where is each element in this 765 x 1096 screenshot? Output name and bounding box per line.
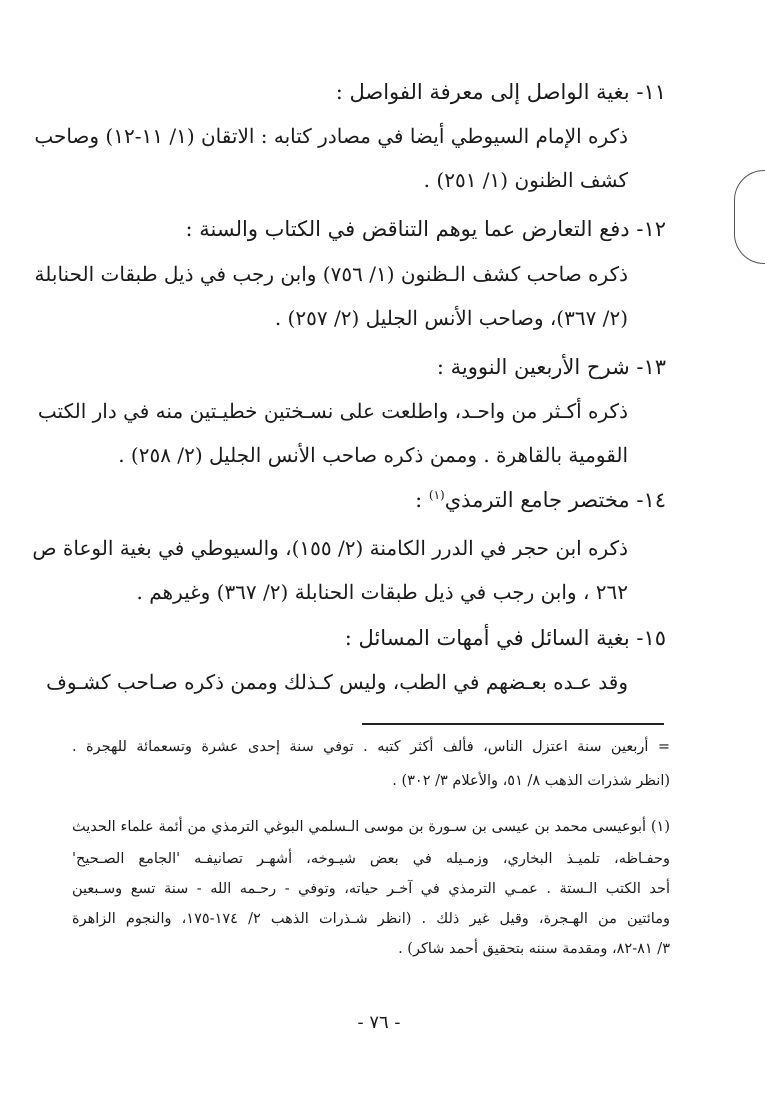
footnote-1-line-4: ومائتين من الهـجرة، وقيل غير ذلك . (انظر شـذرات الذهب ٢/ ١٧٤-١٧٥، والنجوم الزاهرة	[72, 911, 670, 927]
section-heading-14-tail: :	[415, 488, 429, 512]
margin-bracket-mark	[734, 170, 765, 264]
section-13-line-2: القومية بالقاهرة . وممن ذكره صاحب الأنس الجليل (٢/ ٢٥٨) .	[118, 443, 628, 467]
page-number: - ٧٦ -	[357, 1012, 401, 1033]
section-11-line-1: ذكره الإمام السيوطي أيضا في مصادر كتابه : الاتقان (١/ ١١-١٢) وصاحب	[34, 124, 628, 148]
section-heading-13: ١٣- شرح الأربعين النووية :	[436, 355, 666, 379]
section-heading-14	[415, 484, 666, 516]
section-14-line-1: ذكره ابن حجر في الدرر الكامنة (٢/ ١٥٥)، والسيوطي في بغية الوعاة ص	[32, 536, 628, 560]
section-heading-15: ١٥- بغية السائل في أمهات المسائل :	[344, 626, 666, 650]
section-13-line-1: ذكره أكـثر من واحـد، واطلعت على نسـختين خطيـتين منه في دار الكتب	[37, 399, 628, 423]
footnote-ref-1[interactable]: (١)	[428, 488, 445, 502]
footnote-1-line-2: وحفـاظه، تلميـذ البخاري، وزمـيله في بعض شيـوخه، أشهـر تصانيفـه 'الجامع الصـحيح'	[72, 851, 670, 867]
footnote-separator	[362, 723, 664, 725]
footnote-1-line-3: أحد الكتب الـستة . عمـي الترمذي في آخـر حياته، وتوفي - رحـمه الله - سنة تسع وسـبعين	[72, 881, 670, 897]
section-heading-11: ١١- بغية الواصل إلى معرفة الفواصل :	[335, 80, 666, 104]
section-12-line-1: ذكره صاحب كشف الـظنون (١/ ٧٥٦) وابن رجب في ذيل طبقات الحنابلة	[34, 262, 628, 286]
footnote-continuation-line-1: = أربعين سنة اعتزل الناس، فألف أكثر كتبه . توفي سنة إحدى عشرة وتسعمائة للهجرة .	[72, 739, 670, 755]
footnote-continuation-line-2: (انظر شذرات الذهب ٨/ ٥١، والأعلام ٣/ ٣٠٢) .	[392, 773, 670, 789]
section-15-line-1: وقد عـده بعـضهم في الطب، وليس كـذلك وممن ذكره صـاحب كشـوف	[46, 670, 628, 694]
section-11-line-2: كشف الظنون (١/ ٢٥١) .	[423, 168, 628, 192]
footnote-1-line-1: (١) أبوعيسى محمد بن عيسى بن سـورة بن موسى الـسلمي البوغي الترمذي من أئمة علماء الحديث	[72, 819, 670, 835]
section-14-line-2: ٢٦٢ ، وابن رجب في ذيل طبقات الحنابلة (٢/ ٣٦٧) وغيرهم .	[136, 580, 628, 604]
section-heading-12: ١٢- دفع التعارض عما يوهم التناقض في الكتاب والسنة :	[185, 217, 666, 241]
section-12-line-2: (٢/ ٣٦٧)، وصاحب الأنس الجليل (٢/ ٢٥٧) .	[274, 306, 628, 330]
section-heading-14-text: ١٤- مختصر جامع الترمذي	[444, 488, 666, 512]
footnote-1-line-5: ٣/ ٨١-٨٢، ومقدمة سننه بتحقيق أحمد شاكر) .	[398, 941, 670, 957]
